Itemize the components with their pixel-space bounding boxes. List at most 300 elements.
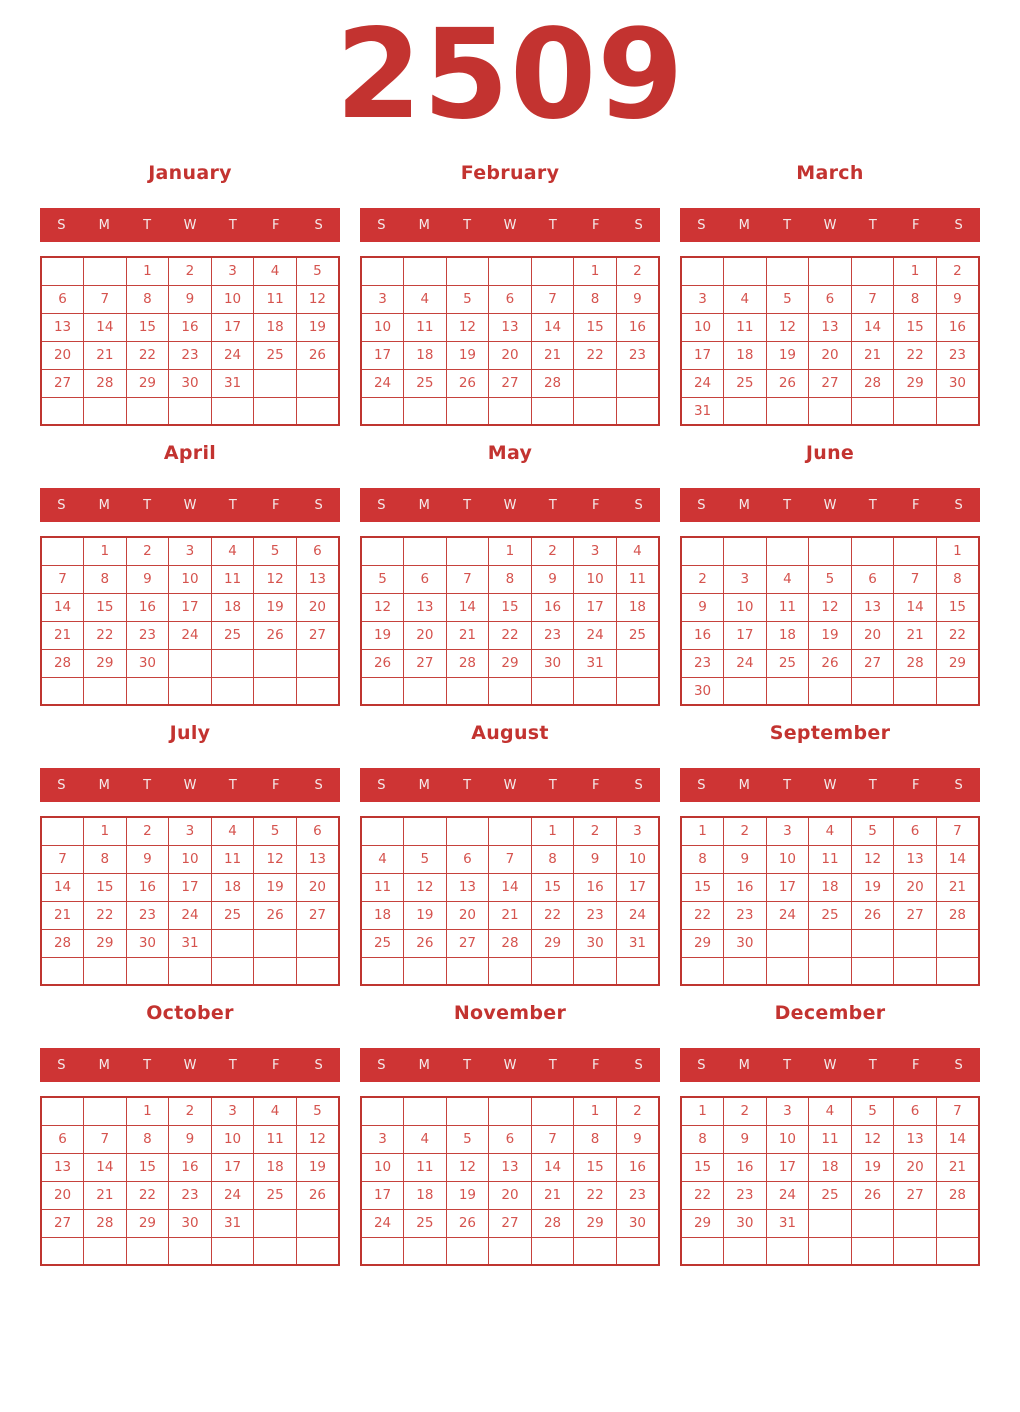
month-title: November bbox=[453, 1002, 567, 1024]
day-cell-empty bbox=[766, 397, 809, 425]
day-cell: 9 bbox=[574, 845, 617, 873]
day-cell: 28 bbox=[531, 369, 574, 397]
day-cell: 27 bbox=[489, 1209, 532, 1237]
day-cell-empty bbox=[724, 397, 767, 425]
day-cell: 6 bbox=[446, 845, 489, 873]
day-cell: 3 bbox=[211, 1097, 254, 1125]
weekday-label: M bbox=[418, 217, 430, 233]
day-cell: 13 bbox=[894, 1125, 937, 1153]
weekday-label: S bbox=[954, 497, 963, 513]
weekday-label: S bbox=[954, 217, 963, 233]
day-cell-empty bbox=[41, 1237, 84, 1265]
day-cell: 24 bbox=[616, 901, 659, 929]
day-cell: 31 bbox=[616, 929, 659, 957]
day-cell-empty bbox=[616, 649, 659, 677]
day-cell: 26 bbox=[361, 649, 404, 677]
day-cell: 18 bbox=[361, 901, 404, 929]
day-cell: 2 bbox=[724, 1097, 767, 1125]
day-cell-empty bbox=[531, 1097, 574, 1125]
day-cell: 2 bbox=[616, 1097, 659, 1125]
day-cell-empty bbox=[254, 649, 297, 677]
day-cell-empty bbox=[41, 817, 84, 845]
month-september bbox=[680, 710, 980, 990]
day-cell: 22 bbox=[126, 1181, 169, 1209]
day-row bbox=[361, 1097, 659, 1125]
day-cell-empty bbox=[724, 957, 767, 985]
day-cell: 12 bbox=[296, 1125, 339, 1153]
day-cell-empty bbox=[681, 957, 724, 985]
day-cell-empty bbox=[126, 397, 169, 425]
day-row bbox=[361, 285, 659, 313]
month-title: April bbox=[163, 442, 217, 464]
day-cell-empty bbox=[809, 537, 852, 565]
day-cell: 14 bbox=[851, 313, 894, 341]
weekday-label: M bbox=[738, 217, 750, 233]
day-cell: 28 bbox=[84, 369, 127, 397]
day-cell: 25 bbox=[254, 1181, 297, 1209]
day-cell-empty bbox=[169, 649, 212, 677]
day-cell: 3 bbox=[211, 257, 254, 285]
weekday-header bbox=[680, 208, 980, 242]
day-row bbox=[681, 257, 979, 285]
weekday-label: S bbox=[314, 217, 323, 233]
day-row bbox=[681, 537, 979, 565]
day-cell: 6 bbox=[489, 1125, 532, 1153]
month-title: March bbox=[796, 162, 864, 184]
day-cell-empty bbox=[766, 257, 809, 285]
day-cell: 13 bbox=[404, 593, 447, 621]
day-cell-empty bbox=[531, 957, 574, 985]
day-cell-empty bbox=[574, 957, 617, 985]
day-cell: 26 bbox=[851, 901, 894, 929]
day-cell: 22 bbox=[894, 341, 937, 369]
day-cell: 13 bbox=[41, 313, 84, 341]
day-cell: 15 bbox=[531, 873, 574, 901]
day-cell: 12 bbox=[361, 593, 404, 621]
day-cell: 29 bbox=[126, 369, 169, 397]
day-cell: 10 bbox=[211, 285, 254, 313]
weekday-header bbox=[680, 1048, 980, 1082]
day-cell-empty bbox=[489, 957, 532, 985]
day-cell: 11 bbox=[361, 873, 404, 901]
day-cell: 13 bbox=[296, 845, 339, 873]
day-cell: 19 bbox=[296, 313, 339, 341]
day-cell: 30 bbox=[724, 1209, 767, 1237]
weekday-label: W bbox=[503, 497, 517, 513]
day-cell: 15 bbox=[681, 1153, 724, 1181]
day-row bbox=[681, 1237, 979, 1265]
day-cell: 30 bbox=[531, 649, 574, 677]
day-cell: 11 bbox=[809, 845, 852, 873]
day-cell: 28 bbox=[851, 369, 894, 397]
day-cell: 19 bbox=[851, 1153, 894, 1181]
day-cell-empty bbox=[851, 677, 894, 705]
day-cell: 28 bbox=[936, 901, 979, 929]
day-cell-empty bbox=[766, 929, 809, 957]
day-cell: 27 bbox=[404, 649, 447, 677]
month-title: May bbox=[487, 442, 533, 464]
day-cell: 25 bbox=[766, 649, 809, 677]
day-row bbox=[681, 901, 979, 929]
day-row bbox=[41, 1181, 339, 1209]
day-cell: 7 bbox=[489, 845, 532, 873]
day-cell: 2 bbox=[574, 817, 617, 845]
day-cell: 25 bbox=[724, 369, 767, 397]
day-row bbox=[41, 621, 339, 649]
day-cell: 29 bbox=[84, 649, 127, 677]
day-cell-empty bbox=[809, 957, 852, 985]
day-cell: 8 bbox=[126, 285, 169, 313]
day-row bbox=[361, 1153, 659, 1181]
day-cell: 1 bbox=[681, 817, 724, 845]
day-cell-empty bbox=[616, 1237, 659, 1265]
day-cell: 4 bbox=[254, 257, 297, 285]
day-cell: 8 bbox=[574, 1125, 617, 1153]
day-cell: 23 bbox=[531, 621, 574, 649]
day-cell-empty bbox=[446, 677, 489, 705]
day-cell: 11 bbox=[254, 1125, 297, 1153]
day-cell: 1 bbox=[681, 1097, 724, 1125]
weekday-label: T bbox=[868, 497, 877, 513]
day-cell-empty bbox=[616, 397, 659, 425]
month-title: December bbox=[774, 1002, 886, 1024]
day-cell: 30 bbox=[169, 1209, 212, 1237]
day-cell: 19 bbox=[254, 873, 297, 901]
day-cell: 26 bbox=[254, 621, 297, 649]
day-cell: 31 bbox=[766, 1209, 809, 1237]
day-cell-empty bbox=[404, 1097, 447, 1125]
day-grid bbox=[40, 536, 340, 706]
weekday-label: M bbox=[418, 497, 430, 513]
day-cell: 6 bbox=[809, 285, 852, 313]
weekday-label: S bbox=[314, 777, 323, 793]
day-cell: 7 bbox=[84, 285, 127, 313]
day-cell: 31 bbox=[681, 397, 724, 425]
day-cell: 20 bbox=[851, 621, 894, 649]
month-october bbox=[40, 990, 340, 1270]
day-cell: 21 bbox=[84, 1181, 127, 1209]
day-cell: 17 bbox=[211, 1153, 254, 1181]
day-cell-empty bbox=[84, 257, 127, 285]
day-cell: 9 bbox=[681, 593, 724, 621]
day-cell: 18 bbox=[809, 873, 852, 901]
weekday-label: T bbox=[548, 1057, 557, 1073]
weekday-label: T bbox=[868, 777, 877, 793]
weekday-label: S bbox=[314, 497, 323, 513]
day-cell-empty bbox=[404, 1237, 447, 1265]
month-may bbox=[360, 430, 660, 710]
day-cell: 29 bbox=[681, 929, 724, 957]
day-row bbox=[681, 313, 979, 341]
day-cell: 6 bbox=[41, 285, 84, 313]
day-cell: 9 bbox=[169, 285, 212, 313]
day-cell-empty bbox=[489, 1237, 532, 1265]
day-cell: 25 bbox=[211, 901, 254, 929]
day-cell: 9 bbox=[126, 565, 169, 593]
day-cell: 14 bbox=[446, 593, 489, 621]
day-cell: 23 bbox=[126, 901, 169, 929]
weekday-label: S bbox=[634, 217, 643, 233]
day-cell: 17 bbox=[169, 593, 212, 621]
day-cell-empty bbox=[41, 537, 84, 565]
day-row bbox=[361, 341, 659, 369]
weekday-label: S bbox=[697, 777, 706, 793]
day-cell-empty bbox=[851, 397, 894, 425]
day-cell-empty bbox=[574, 397, 617, 425]
day-cell-empty bbox=[254, 957, 297, 985]
weekday-label: T bbox=[463, 497, 472, 513]
day-cell-empty bbox=[404, 677, 447, 705]
day-cell-empty bbox=[574, 677, 617, 705]
day-row bbox=[41, 929, 339, 957]
day-cell-empty bbox=[361, 1097, 404, 1125]
weekday-label: S bbox=[377, 497, 386, 513]
day-cell-empty bbox=[211, 677, 254, 705]
weekday-header bbox=[40, 208, 340, 242]
day-row bbox=[361, 621, 659, 649]
day-cell: 30 bbox=[936, 369, 979, 397]
day-cell-empty bbox=[126, 957, 169, 985]
day-cell: 16 bbox=[126, 593, 169, 621]
day-cell: 23 bbox=[126, 621, 169, 649]
month-april bbox=[40, 430, 340, 710]
day-row bbox=[681, 929, 979, 957]
day-cell: 7 bbox=[41, 845, 84, 873]
day-cell-empty bbox=[41, 1097, 84, 1125]
day-cell: 29 bbox=[894, 369, 937, 397]
day-cell: 16 bbox=[616, 313, 659, 341]
day-cell: 28 bbox=[489, 929, 532, 957]
day-cell-empty bbox=[489, 817, 532, 845]
weekday-header bbox=[360, 1048, 660, 1082]
day-cell: 5 bbox=[851, 817, 894, 845]
day-cell-empty bbox=[84, 957, 127, 985]
day-grid bbox=[680, 1096, 980, 1266]
day-grid bbox=[680, 256, 980, 426]
day-cell: 25 bbox=[809, 1181, 852, 1209]
day-cell: 31 bbox=[211, 1209, 254, 1237]
day-cell: 20 bbox=[894, 873, 937, 901]
weekday-label: M bbox=[418, 777, 430, 793]
day-row bbox=[681, 1153, 979, 1181]
day-cell: 19 bbox=[361, 621, 404, 649]
day-row bbox=[41, 845, 339, 873]
day-cell: 20 bbox=[404, 621, 447, 649]
day-cell: 14 bbox=[936, 845, 979, 873]
day-cell: 20 bbox=[809, 341, 852, 369]
day-cell: 17 bbox=[169, 873, 212, 901]
day-cell-empty bbox=[616, 369, 659, 397]
day-cell: 22 bbox=[126, 341, 169, 369]
day-cell: 5 bbox=[296, 1097, 339, 1125]
day-cell-empty bbox=[446, 397, 489, 425]
day-cell-empty bbox=[169, 957, 212, 985]
day-cell: 11 bbox=[404, 313, 447, 341]
day-cell: 11 bbox=[724, 313, 767, 341]
weekday-header bbox=[680, 768, 980, 802]
day-row bbox=[41, 1125, 339, 1153]
weekday-label: T bbox=[463, 777, 472, 793]
weekday-label: W bbox=[823, 1057, 837, 1073]
day-cell-empty bbox=[531, 397, 574, 425]
day-cell-empty bbox=[361, 677, 404, 705]
day-cell: 4 bbox=[211, 537, 254, 565]
day-cell: 10 bbox=[361, 313, 404, 341]
day-row bbox=[361, 1181, 659, 1209]
day-cell: 28 bbox=[936, 1181, 979, 1209]
weekday-label: S bbox=[697, 1057, 706, 1073]
day-cell: 3 bbox=[361, 1125, 404, 1153]
weekday-label: S bbox=[634, 497, 643, 513]
day-row bbox=[41, 901, 339, 929]
day-row bbox=[681, 1209, 979, 1237]
weekday-label: F bbox=[911, 217, 920, 233]
day-cell: 26 bbox=[254, 901, 297, 929]
day-row bbox=[681, 1097, 979, 1125]
day-cell-empty bbox=[84, 1237, 127, 1265]
day-cell-empty bbox=[531, 677, 574, 705]
day-cell-empty bbox=[211, 929, 254, 957]
day-cell: 30 bbox=[574, 929, 617, 957]
day-cell-empty bbox=[936, 957, 979, 985]
day-row bbox=[361, 537, 659, 565]
day-row bbox=[41, 817, 339, 845]
day-cell-empty bbox=[126, 677, 169, 705]
day-cell: 2 bbox=[126, 817, 169, 845]
day-cell-empty bbox=[404, 817, 447, 845]
day-cell: 15 bbox=[489, 593, 532, 621]
day-cell-empty bbox=[254, 677, 297, 705]
day-cell-empty bbox=[41, 957, 84, 985]
day-cell: 3 bbox=[766, 1097, 809, 1125]
day-cell: 24 bbox=[681, 369, 724, 397]
day-cell: 18 bbox=[211, 873, 254, 901]
day-cell: 1 bbox=[894, 257, 937, 285]
day-cell: 10 bbox=[211, 1125, 254, 1153]
month-february bbox=[360, 150, 660, 430]
weekday-label: F bbox=[591, 497, 600, 513]
day-row bbox=[361, 817, 659, 845]
day-cell: 13 bbox=[851, 593, 894, 621]
weekday-label: S bbox=[377, 777, 386, 793]
day-grid bbox=[40, 256, 340, 426]
day-cell: 22 bbox=[84, 901, 127, 929]
day-cell-empty bbox=[489, 1097, 532, 1125]
weekday-label: F bbox=[271, 217, 280, 233]
weekday-label: W bbox=[183, 217, 197, 233]
day-cell: 13 bbox=[894, 845, 937, 873]
day-cell: 24 bbox=[724, 649, 767, 677]
day-cell: 2 bbox=[616, 257, 659, 285]
day-cell: 21 bbox=[936, 1153, 979, 1181]
day-cell-empty bbox=[489, 397, 532, 425]
weekday-label: T bbox=[783, 217, 792, 233]
day-row bbox=[681, 285, 979, 313]
day-cell: 24 bbox=[169, 901, 212, 929]
day-cell: 11 bbox=[211, 565, 254, 593]
day-cell: 8 bbox=[84, 565, 127, 593]
day-cell: 1 bbox=[489, 537, 532, 565]
day-cell-empty bbox=[936, 1209, 979, 1237]
day-cell: 27 bbox=[809, 369, 852, 397]
month-title: June bbox=[805, 442, 855, 464]
day-cell-empty bbox=[681, 1237, 724, 1265]
day-cell: 2 bbox=[169, 257, 212, 285]
day-row bbox=[681, 649, 979, 677]
day-cell: 23 bbox=[616, 341, 659, 369]
day-cell: 5 bbox=[446, 285, 489, 313]
day-cell-empty bbox=[766, 537, 809, 565]
day-cell-empty bbox=[84, 1097, 127, 1125]
day-cell: 7 bbox=[936, 817, 979, 845]
day-row bbox=[41, 649, 339, 677]
day-cell: 20 bbox=[489, 341, 532, 369]
day-cell: 18 bbox=[766, 621, 809, 649]
day-cell-empty bbox=[84, 397, 127, 425]
weekday-label: M bbox=[98, 497, 110, 513]
day-cell: 15 bbox=[84, 593, 127, 621]
day-row bbox=[41, 565, 339, 593]
day-row bbox=[681, 565, 979, 593]
day-cell-empty bbox=[766, 1237, 809, 1265]
weekday-label: W bbox=[823, 777, 837, 793]
month-title: February bbox=[460, 162, 560, 184]
month-june bbox=[680, 430, 980, 710]
day-cell: 22 bbox=[681, 901, 724, 929]
day-cell: 4 bbox=[404, 1125, 447, 1153]
day-cell-empty bbox=[936, 677, 979, 705]
day-cell: 17 bbox=[616, 873, 659, 901]
day-row bbox=[681, 873, 979, 901]
day-grid bbox=[680, 816, 980, 986]
day-cell: 25 bbox=[404, 369, 447, 397]
day-cell: 21 bbox=[446, 621, 489, 649]
day-cell: 12 bbox=[446, 313, 489, 341]
month-august bbox=[360, 710, 660, 990]
weekday-label: W bbox=[503, 217, 517, 233]
day-row bbox=[41, 1153, 339, 1181]
day-cell-empty bbox=[254, 929, 297, 957]
day-cell: 6 bbox=[851, 565, 894, 593]
day-cell: 27 bbox=[41, 1209, 84, 1237]
day-cell: 24 bbox=[361, 369, 404, 397]
day-cell-empty bbox=[574, 369, 617, 397]
day-grid bbox=[40, 1096, 340, 1266]
weekday-label: S bbox=[697, 217, 706, 233]
weekday-label: S bbox=[57, 777, 66, 793]
day-cell-empty bbox=[809, 397, 852, 425]
day-cell: 16 bbox=[531, 593, 574, 621]
day-row bbox=[681, 593, 979, 621]
day-cell-empty bbox=[809, 257, 852, 285]
day-cell: 18 bbox=[724, 341, 767, 369]
month-title: January bbox=[148, 162, 232, 184]
day-row bbox=[361, 901, 659, 929]
day-cell-empty bbox=[724, 677, 767, 705]
day-cell: 7 bbox=[446, 565, 489, 593]
year-title: 2509 bbox=[335, 3, 685, 147]
day-cell: 25 bbox=[211, 621, 254, 649]
day-cell: 22 bbox=[681, 1181, 724, 1209]
weekday-label: T bbox=[548, 217, 557, 233]
day-row bbox=[41, 873, 339, 901]
day-cell: 24 bbox=[766, 1181, 809, 1209]
weekday-label: T bbox=[143, 1057, 152, 1073]
day-row bbox=[41, 677, 339, 705]
day-cell: 7 bbox=[531, 1125, 574, 1153]
day-cell: 2 bbox=[936, 257, 979, 285]
day-cell: 20 bbox=[296, 593, 339, 621]
